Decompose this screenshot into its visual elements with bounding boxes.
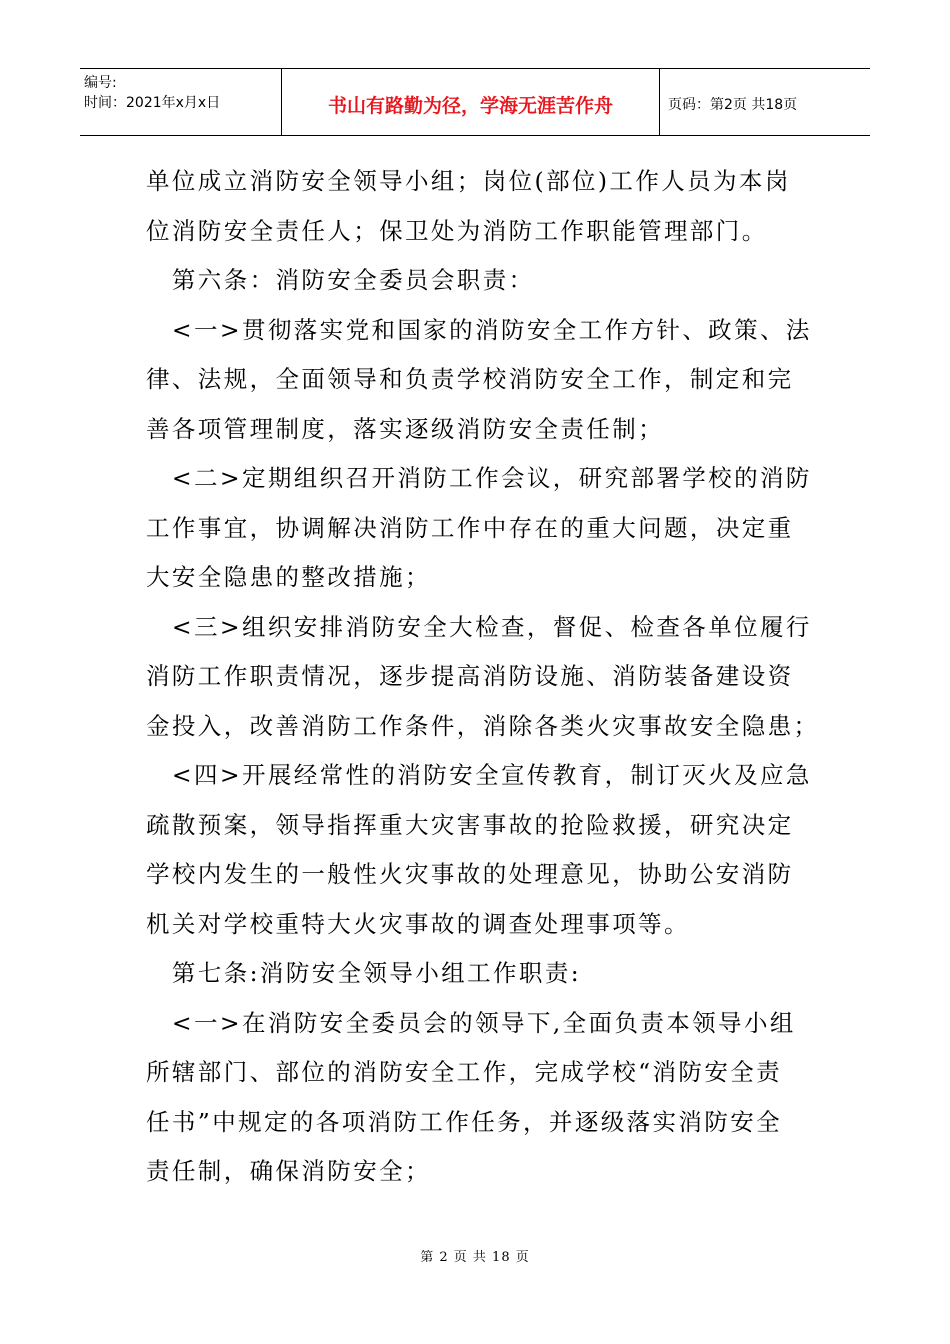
body-line: <四>开展经常性的消防安全宣传教育，制订灭火及应急 xyxy=(146,761,812,789)
header-motto: 书山有路勤为径，学海无涯苦作舟 xyxy=(282,69,660,135)
body-line: <二>定期组织召开消防工作会议，研究部署学校的消防 xyxy=(146,464,812,492)
body-line: 学校内发生的一般性火灾事故的处理意见，协助公安消防 xyxy=(146,860,794,888)
body-line: <一>贯彻落实党和国家的消防安全工作方针、政策、法 xyxy=(146,315,812,344)
header-page-number: 页码：第2页 共18页 xyxy=(668,97,798,113)
document-number-label: 编号: xyxy=(84,75,117,91)
body-line: 位消防安全责任人；保卫处为消防工作职能管理部门。 xyxy=(146,216,768,245)
article-heading: 第六条：消防安全委员会职责： xyxy=(146,266,535,294)
body-line: 大安全隐患的整改措施； xyxy=(146,563,431,591)
body-line: 金投入，改善消防工作条件，消除各类火灾事故安全隐患； xyxy=(146,711,820,740)
document-body xyxy=(146,157,820,1197)
document-date: 时间：2021年x月x日 xyxy=(84,95,221,111)
body-line: 所辖部门、部位的消防安全工作，完成学校“消防安全责 xyxy=(146,1058,783,1086)
body-line: 工作事宜，协调解决消防工作中存在的重大问题，决定重 xyxy=(146,513,794,542)
body-line: <一>在消防安全委员会的领导下,全面负责本领导小组 xyxy=(146,1008,796,1037)
body-line: 消防工作职责情况，逐步提高消防设施、消防装备建设资 xyxy=(146,662,794,690)
body-line: 机关对学校重特大火灾事故的调查处理事项等。 xyxy=(146,909,690,938)
header-meta xyxy=(80,69,282,135)
body-line: 疏散预案，领导指挥重大灾害事故的抢险救援，研究决定 xyxy=(146,810,794,839)
body-line: 责任制，确保消防安全； xyxy=(146,1157,431,1185)
body-line: 单位成立消防安全领导小组；岗位(部位)工作人员为本岗 xyxy=(146,167,791,195)
page-footer: 第 2 页 共 18 页 xyxy=(420,1250,530,1265)
body-line: 律、法规，全面领导和负责学校消防安全工作，制定和完 xyxy=(146,365,794,393)
body-line: 任书”中规定的各项消防工作任务，并逐级落实消防安全 xyxy=(146,1107,783,1136)
body-line: <三>组织安排消防安全大检查，督促、检查各单位履行 xyxy=(146,612,812,641)
body-line: 善各项管理制度，落实逐级消防安全责任制； xyxy=(146,414,664,443)
article-heading: 第七条:消防安全领导小组工作职责: xyxy=(146,959,582,987)
page-header xyxy=(80,68,870,136)
